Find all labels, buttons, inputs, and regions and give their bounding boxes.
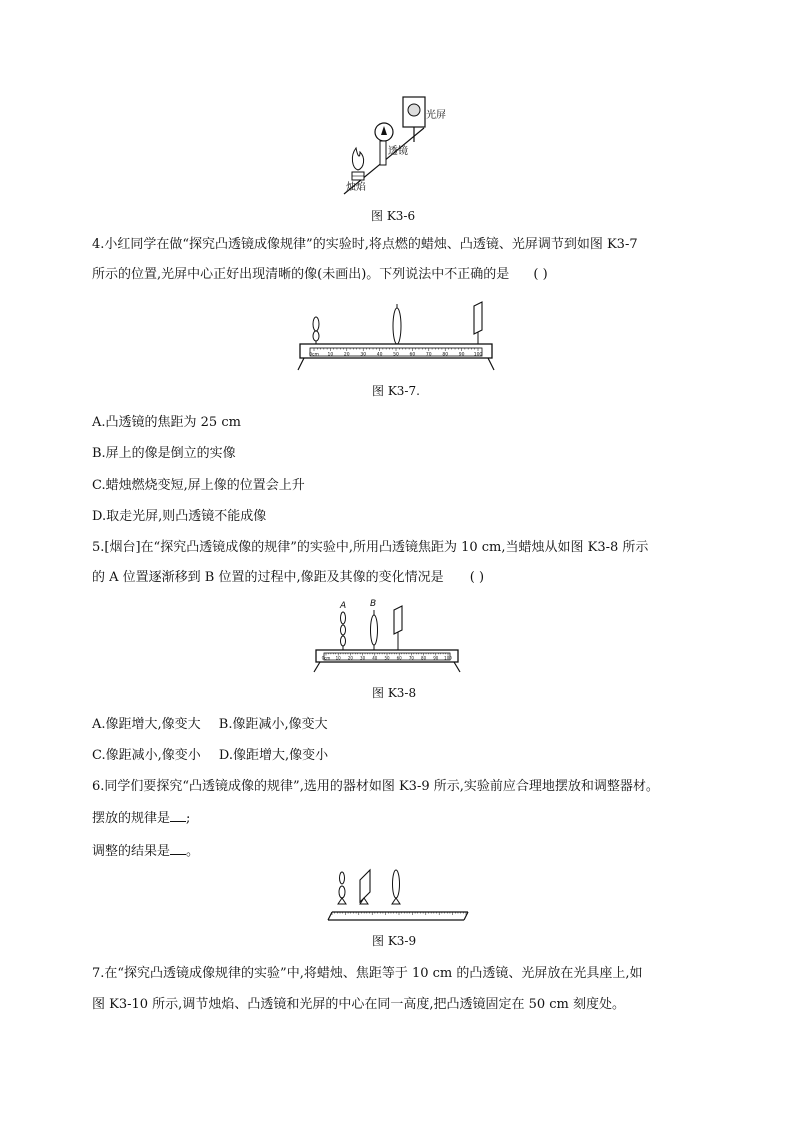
q4-stem-line2 [92, 266, 548, 284]
ruler-tick-label: 10 [335, 655, 341, 661]
lens-icon [375, 123, 393, 165]
ruler-tick-label: 80 [421, 655, 427, 661]
q4-answer-paren: ( ) [533, 267, 548, 282]
ruler-tick-label: 100 [473, 352, 483, 358]
q4-option-b: B.屏上的像是倒立的实像 [92, 446, 236, 461]
q6-stem-line1: 6.同学们要探究“凸透镜成像的规律”,选用的器材如图 K3-9 所示,实验前应合理地摆放和调整器材。 [92, 779, 659, 794]
ruler-tick-label: 50 [384, 655, 390, 661]
ruler-tick-label: 10 [327, 352, 334, 358]
label-flame: 烛焰 [346, 182, 366, 193]
q6-punct-2: 。 [186, 844, 200, 859]
label-position-a: A [340, 601, 347, 611]
screen-icon [394, 606, 402, 652]
q5-option-b: B.像距减小,像变大 [218, 717, 328, 732]
screen-icon [474, 302, 482, 346]
lens-icon [392, 870, 400, 904]
q7-stem-line2: 图 K3-10 所示,调节烛焰、凸透镜和光屏的中心在同一高度,把凸透镜固定在 50 cm 刻度处。 [92, 997, 625, 1012]
candle-icon [313, 317, 319, 346]
q5-stem-line2 [92, 569, 484, 587]
ruler-tick-label: 80 [442, 352, 449, 358]
q4-option-a: A.凸透镜的焦距为 25 cm [92, 415, 241, 430]
ruler-tick-label: 30 [360, 352, 367, 358]
lens-icon [393, 304, 401, 348]
q6-stem-line3 [92, 842, 199, 861]
q6-adjustment-label: 调整的结果是 [92, 844, 171, 859]
q5-option-a: A.像距增大,像变大 [92, 717, 201, 732]
q6-punct-1: ; [186, 811, 191, 826]
screen-icon [360, 870, 370, 904]
ruler-tick-label: 100 [444, 655, 452, 661]
ruler-tick-label: 20 [343, 352, 350, 358]
ruler-tick-label: 50 [393, 352, 399, 358]
figure-caption-k3-9: 图 K3-9 [372, 934, 417, 948]
ruler-tick-label: 90 [433, 655, 439, 661]
q5-option-c: C.像距减小,像变小 [92, 748, 201, 763]
figure-k3-7 [296, 300, 498, 372]
figure-caption-k3-8: 图 K3-8 [372, 686, 417, 700]
q6-answer-blank-1[interactable] [170, 809, 186, 822]
q6-stem-line2 [92, 809, 190, 828]
ruler-tick-label: 60 [396, 655, 402, 661]
ruler-tick-label: 90 [458, 352, 465, 358]
ruler-tick-label: 70 [425, 352, 432, 358]
ruler-tick-label: 40 [376, 352, 383, 358]
label-lens: 透镜 [388, 146, 408, 157]
ruler-tick-label: 0cm [309, 352, 319, 358]
figure-k3-6 [340, 92, 460, 202]
candle-icon [341, 612, 346, 652]
q5-stem-line1: 5.[烟台]在“探究凸透镜成像的规律”的实验中,所用凸透镜焦距为 10 cm,当蜡烛从如图 K3-8 所示 [92, 540, 649, 555]
label-position-b: B [370, 599, 377, 609]
q7-stem-line1: 7.在“探究凸透镜成像规律的实验”中,将蜡烛、焦距等于 10 cm 的凸透镜、光屏放在光具座上,如 [92, 966, 643, 981]
figure-caption-k3-6: 图 K3-6 [371, 209, 416, 223]
q5-stem-text: 的 A 位置逐渐移到 B 位置的过程中,像距及其像的变化情况是 [92, 570, 444, 585]
q6-arrangement-label: 摆放的规律是 [92, 811, 171, 826]
q6-answer-blank-2[interactable] [170, 842, 186, 855]
figure-caption-k3-7: 图 K3-7. [372, 384, 420, 398]
lens-icon [371, 610, 378, 652]
q4-option-d: D.取走光屏,则凸透镜不能成像 [92, 509, 267, 524]
q4-stem-text: 所示的位置,光屏中心正好出现清晰的像(未画出)。下列说法中不正确的是 [92, 267, 510, 282]
ruler-tick-label: 40 [372, 655, 378, 661]
ruler-tick-label: 30 [360, 655, 366, 661]
q5-answer-paren: ( ) [469, 570, 485, 585]
q5-options-row1 [92, 716, 328, 734]
q5-option-d: D.像距增大,像变小 [218, 748, 329, 763]
figure-k3-9 [326, 866, 470, 928]
ruler-tick-label: 60 [409, 352, 416, 358]
q4-option-c: C.蜡烛燃烧变短,屏上像的位置会上升 [92, 478, 305, 493]
ruler-tick-label: 70 [408, 655, 414, 661]
q4-stem-line1: 4.小红同学在做“探究凸透镜成像规律”的实验时,将点燃的蜡烛、凸透镜、光屏调节到如图 K3-7 [92, 237, 638, 252]
candle-icon [352, 148, 364, 180]
figure-k3-8 [312, 596, 462, 672]
ruler-tick-label: 20 [347, 655, 353, 661]
q5-options-row2 [92, 747, 328, 765]
label-screen: 光屏 [426, 110, 446, 121]
candle-icon [338, 872, 346, 904]
screen-icon [403, 97, 425, 142]
ruler-tick-label: 0cm [321, 655, 331, 661]
